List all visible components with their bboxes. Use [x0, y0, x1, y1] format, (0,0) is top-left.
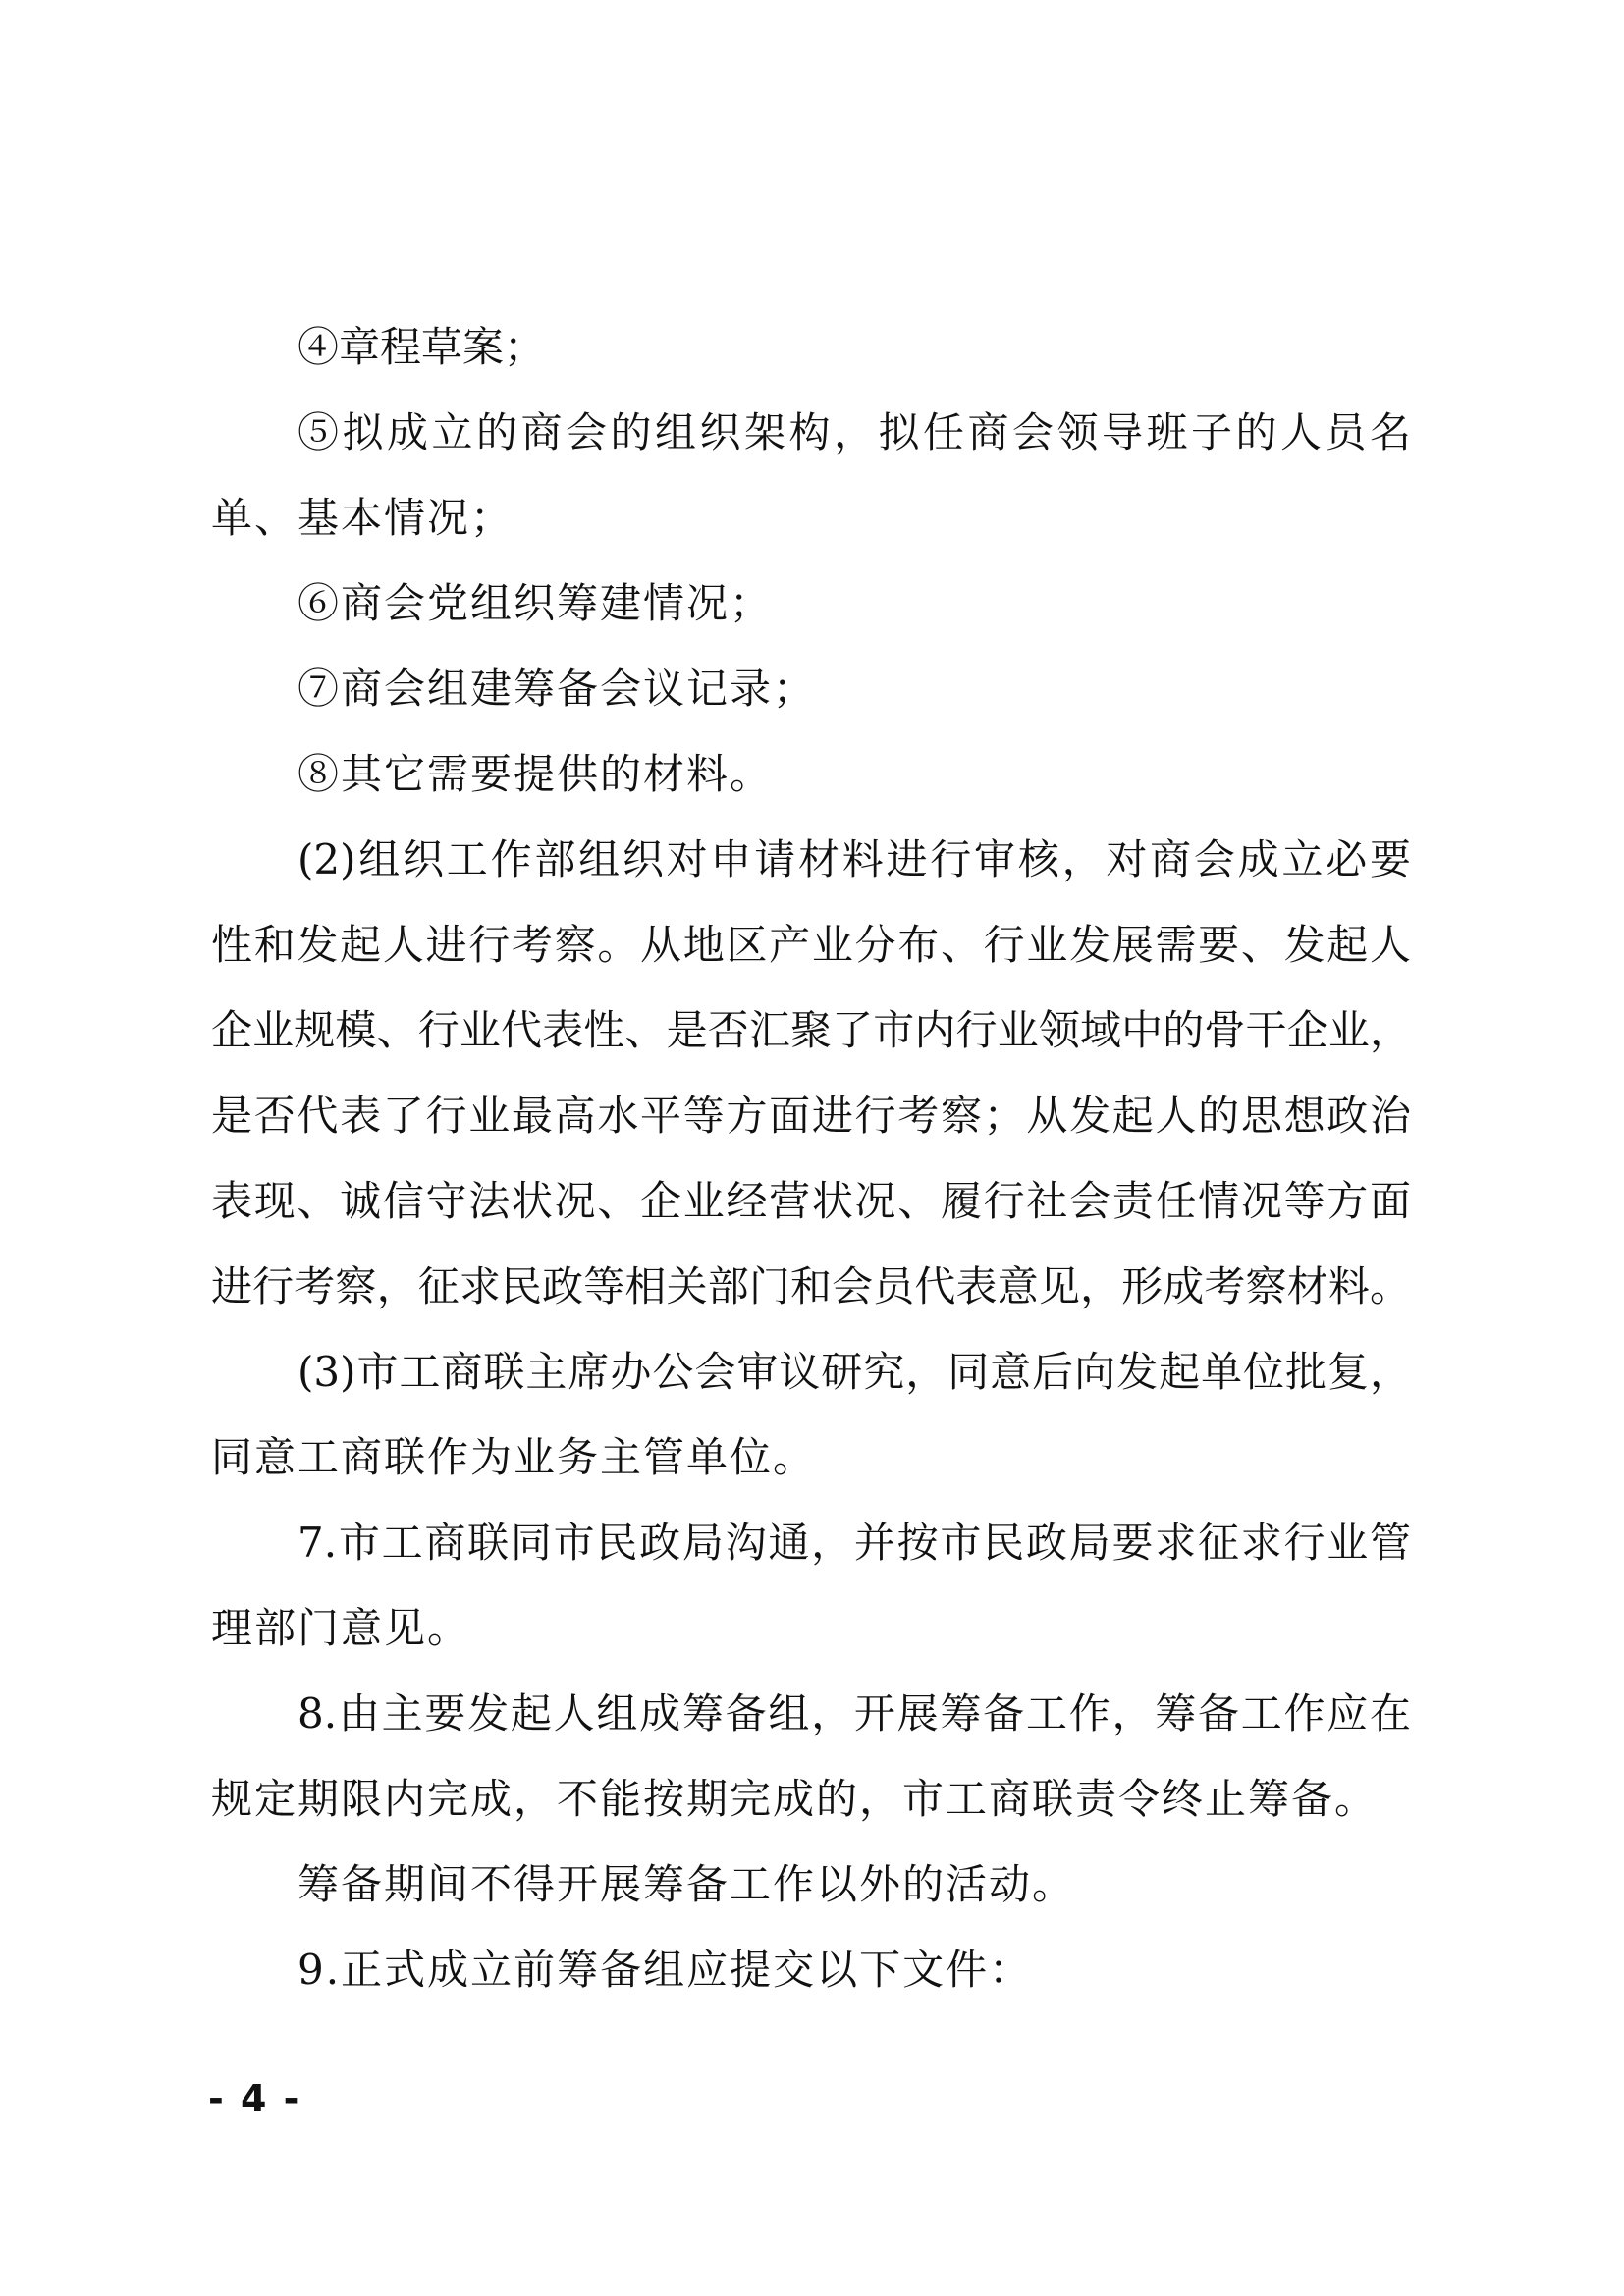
- list-item-4-charter-draft: ④章程草案；: [298, 323, 546, 371]
- paragraph-9-documents: 9.正式成立前筹备组应提交以下文件：: [298, 1946, 1033, 1994]
- paragraph-2-review-line-3: 企业规模、行业代表性、是否汇聚了市内行业领域中的骨干企业，: [211, 1006, 1411, 1054]
- paragraph-2-review-line-2: 性和发起人进行考察。从地区产业分布、行业发展需要、发起人: [211, 921, 1411, 969]
- paragraph-2-review-line-4: 是否代表了行业最高水平等方面进行考察；从发起人的思想政治: [211, 1092, 1411, 1140]
- paragraph-8-preparatory-line-1: 8.由主要发起人组成筹备组，开展筹备工作，筹备工作应在: [298, 1689, 1411, 1737]
- paragraph-2-review-line-1: (2)组织工作部组织对申请材料进行审核，对商会成立必要: [298, 835, 1411, 883]
- list-item-7-meeting-records: ⑦商会组建筹备会议记录；: [298, 665, 817, 713]
- list-item-6-party-org: ⑥商会党组织筹建情况；: [298, 579, 774, 627]
- paragraph-2-review-line-5: 表现、诚信守法状况、企业经营状况、履行社会责任情况等方面: [211, 1177, 1411, 1225]
- paragraph-3-approval-line-1: (3)市工商联主席办公会审议研究，同意后向发起单位批复，: [298, 1348, 1411, 1396]
- list-item-5-continued: 单、基本情况；: [211, 494, 514, 542]
- paragraph-7-civil-affairs-line-2: 理部门意见。: [211, 1604, 471, 1652]
- list-item-5-org-structure: ⑤拟成立的商会的组织架构，拟任商会领导班子的人员名: [298, 408, 1411, 456]
- paragraph-2-review-line-6: 进行考察，征求民政等相关部门和会员代表意见，形成考察材料。: [211, 1262, 1411, 1310]
- paragraph-8-preparatory-line-2: 规定期限内完成，不能按期完成的，市工商联责令终止筹备。: [211, 1775, 1379, 1823]
- paragraph-7-civil-affairs-line-1: 7.市工商联同市民政局沟通，并按市民政局要求征求行业管: [298, 1519, 1411, 1567]
- page-number: - 4 -: [208, 2077, 301, 2120]
- list-item-8-other-materials: ⑧其它需要提供的材料。: [298, 750, 774, 798]
- document-body: [211, 304, 1411, 2012]
- paragraph-preparatory-restriction: 筹备期间不得开展筹备工作以外的活动。: [298, 1860, 1076, 1908]
- paragraph-3-approval-line-2: 同意工商联作为业务主管单位。: [211, 1433, 817, 1481]
